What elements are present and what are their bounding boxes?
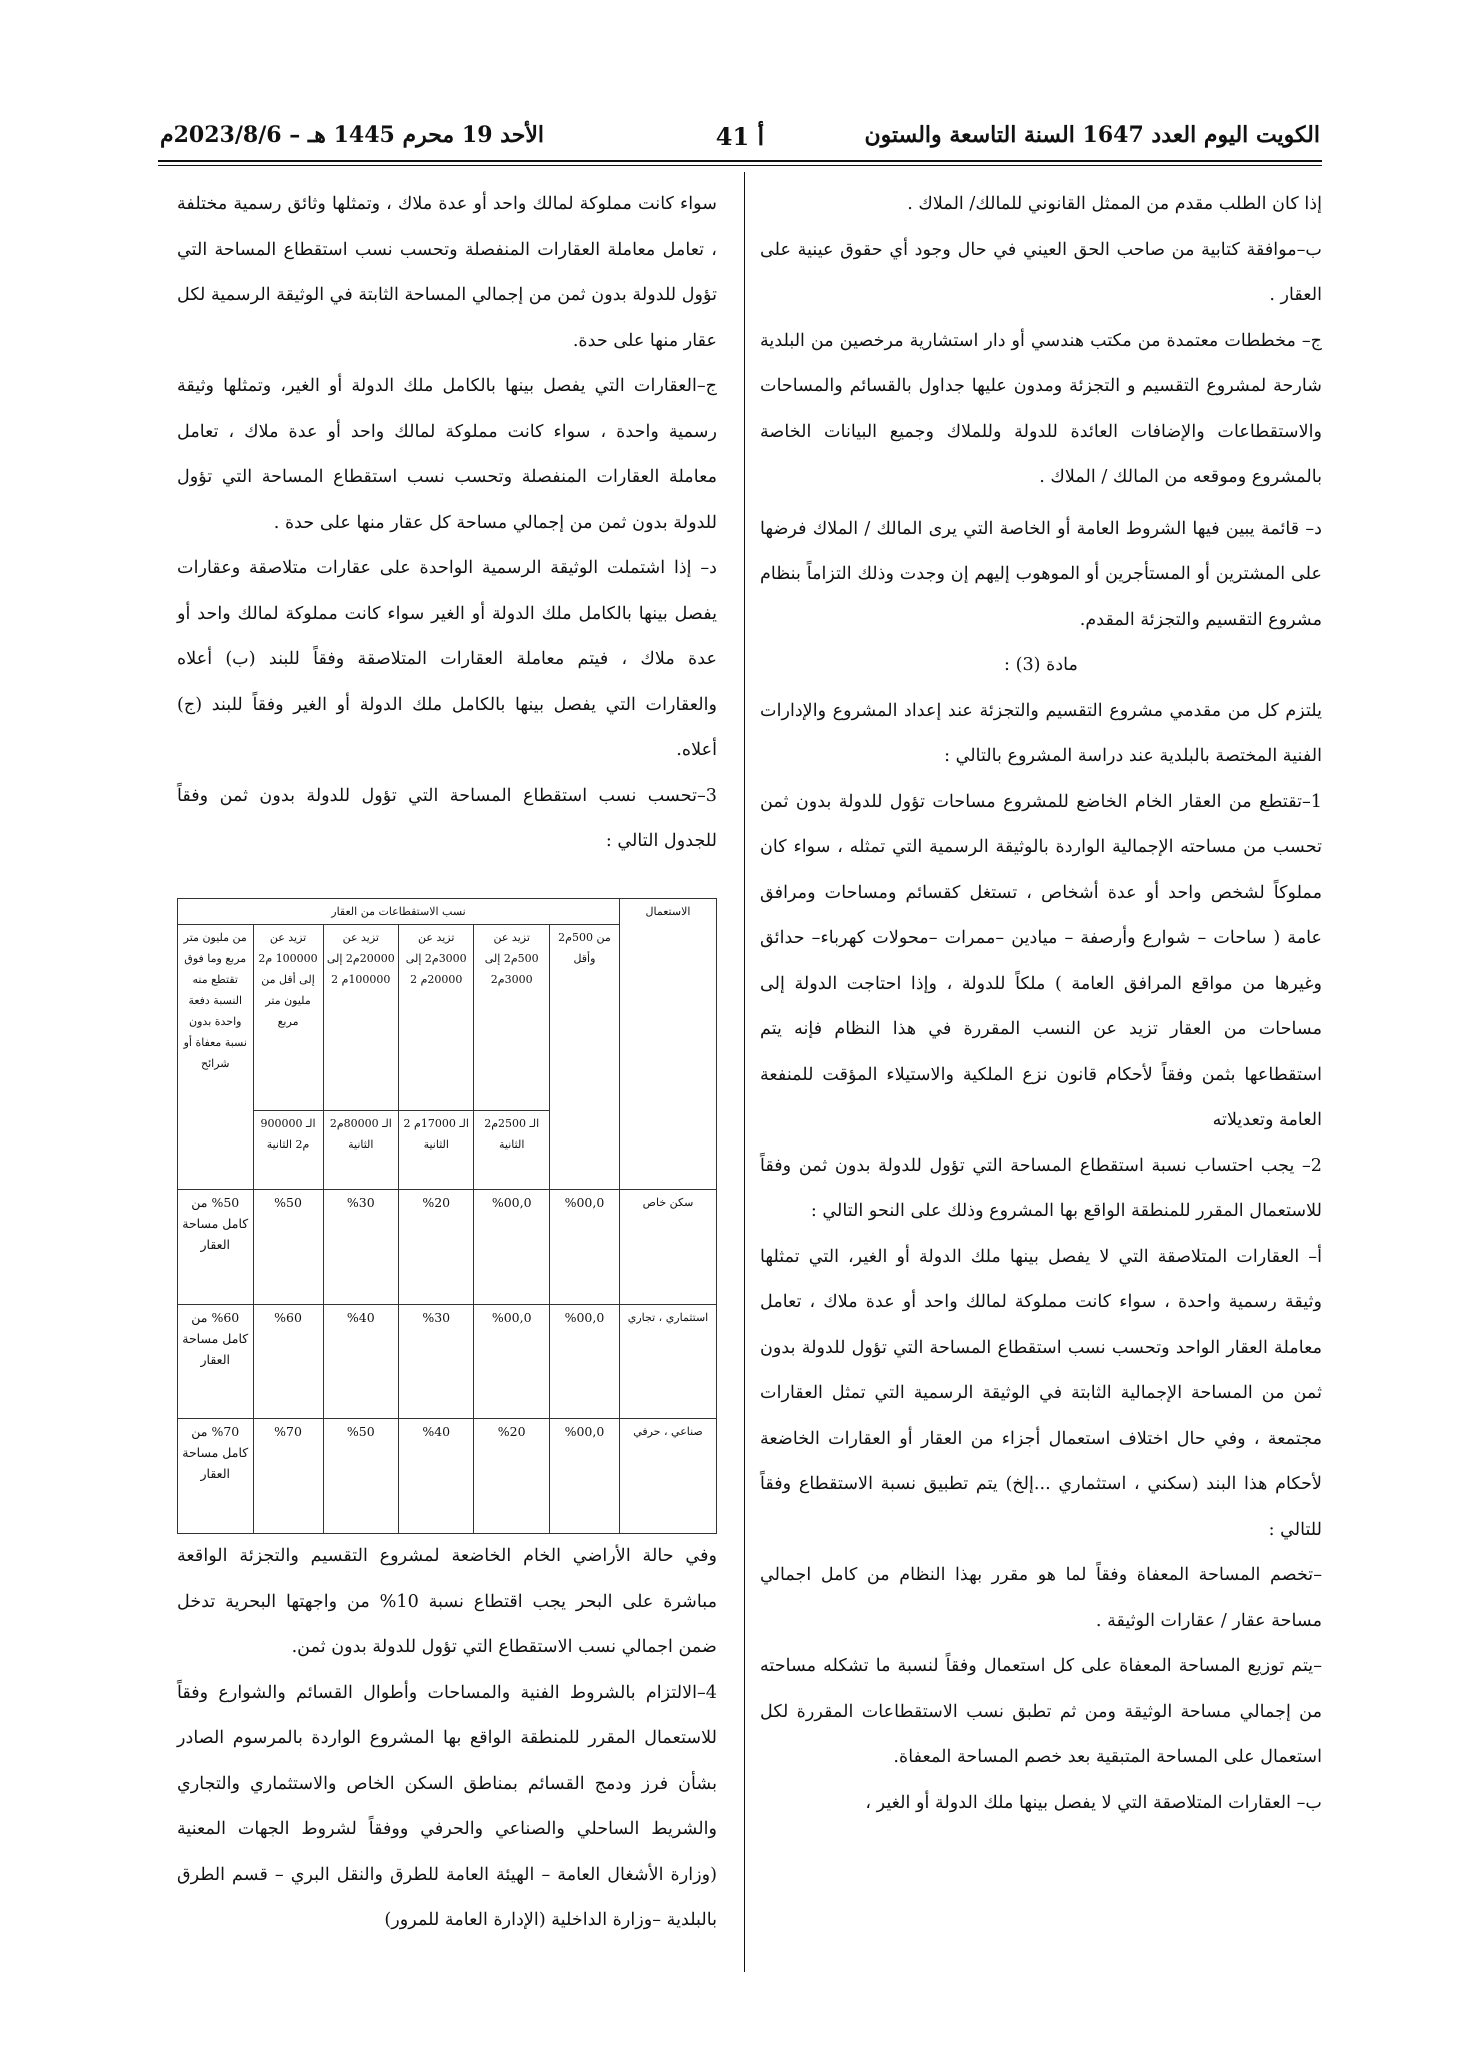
paragraph: د– إذا اشتملت الوثيقة الرسمية الواحدة على عقارات متلاصقة وعقارات يفصل بينها بالكامل ملك الدولة أو الغير سواء كانت مملوكة لمالك واحد أو عدة ملاك ، فيتم معاملة العقارات المتلاصقة وفقاً للبند (ب) أعلاه والعقارات التي يفصل بينها بالكامل ملك الدولة أو الغير وفقاً للبند (ج) أعلاه.	[177, 558, 717, 760]
gazette-header	[160, 118, 1320, 162]
band-subheader: الـ 80000م2 الثانية	[323, 1110, 398, 1189]
rate-cell: %00,0	[474, 1304, 549, 1419]
band-header: تزيد عن 500م2 إلى 3000م2	[474, 925, 549, 1111]
header-rule-thin	[158, 165, 1322, 166]
paragraph: ج– مخططات معتمدة من مكتب هندسي أو دار استشارية مرخصين من البلدية شارحة لمشروع التقسيم و التجزئة ومدون عليها جداول بالقسائم والمساحات والاستقطاعات والإضافات العائدة للدولة وللملاك وجميع البيانات الخاصة بالمشروع وموقعه من المالك / الملاك .	[760, 330, 1322, 487]
paragraph: 1–تقتطع من العقار الخام الخاضع للمشروع مساحات تؤول للدولة بدون ثمن تحسب من مساحته الإجمالية الواردة بالوثيقة الرسمية التي تمثله ، سواء كان مملوكاً لشخص واحد أو عدة أشخاص ، تستغل كقسائم ومساحات ومرافق عامة ( ساحات – شوارع وأرصفة – ميادين –ممرات –محولات كهرباء– حدائق وغيرها من مواقع المرافق العامة ) ملكاً للدولة ، وإذا احتاجت الدولة إلى مساحات من العقار تزيد عن النسب المقررة في هذا النظام فإنه يتم استقطاعها بثمن وفقاً لأحكام قانون نزع الملكية والاستيلاء المؤقت للمنفعة العامة وتعديلاته	[760, 791, 1322, 1130]
rate-cell: %20	[474, 1419, 549, 1534]
issue-date: الأحد 19 محرم 1445 هـ – 2023/8/6م	[160, 122, 544, 148]
rate-cell: %00,0	[549, 1304, 619, 1419]
paragraph: 3–تحسب نسب استقطاع المساحة التي تؤول للدولة بدون ثمن وفقاً للجدول التالي :	[177, 785, 717, 851]
use-cell: صناعي ، حرفي	[619, 1419, 716, 1534]
rate-cell: %40	[323, 1304, 398, 1419]
band-header: تزيد عن 3000م2 إلى 20000م 2	[399, 925, 474, 1111]
paragraph: وفي حالة الأراضي الخام الخاضعة لمشروع التقسيم والتجزئة الواقعة مباشرة على البحر يجب اقتطاع نسبة 10% من واجهتها البحرية تدخل ضمن اجمالي نسب الاستقطاع التي تؤول للدولة بدون ثمن.	[177, 1546, 717, 1657]
table-row	[178, 1304, 717, 1419]
use-cell: سكن خاص	[619, 1189, 716, 1304]
gazette-issue-info: الكويت اليوم العدد 1647 السنة التاسعة والستون	[864, 122, 1320, 148]
rate-cell: %50 من كامل مساحة العقار	[178, 1189, 254, 1304]
rate-cell: %60 من كامل مساحة العقار	[178, 1304, 254, 1419]
right-column	[760, 182, 1322, 1826]
table-row	[178, 1419, 717, 1534]
paragraph: ب–موافقة كتابية من صاحب الحق العيني في حال وجود أي حقوق عينية على العقار .	[760, 239, 1322, 305]
rate-cell: %70	[253, 1419, 323, 1534]
paragraph: ج–العقارات التي يفصل بينها بالكامل ملك الدولة أو الغير، وتمثلها وثيقة رسمية واحدة ، سواء كانت مملوكة لمالك واحد أو عدة ملاك ، تعامل معاملة العقارات المنفصلة وتحسب نسب استقطاع المساحة التي تؤول للدولة بدون ثمن من إجمالي مساحة كل عقار منها على حدة .	[177, 376, 717, 533]
paragraph: د– قائمة يبين فيها الشروط العامة أو الخاصة التي يرى المالك / الملاك فرضها على المشترين أو المستأجرين أو الموهوب إليهم إن وجدت وذلك التزاماً بنظام مشروع التقسيم والتجزئة المقدم.	[760, 518, 1322, 630]
use-cell: استثماري ، تجاري	[619, 1304, 716, 1419]
rate-cell: %30	[399, 1304, 474, 1419]
rate-cell: %50	[323, 1419, 398, 1534]
paragraph: –تخصم المساحة المعفاة وفقاً لما هو مقرر بهذا النظام من كامل اجمالي مساحة عقار / عقارات الوثيقة .	[760, 1565, 1322, 1631]
band-subheader: الـ 17000م 2 الثانية	[399, 1110, 474, 1189]
left-column-continued	[177, 1534, 717, 1944]
band-header: من مليون متر مربع وما فوق تقتطع منه النسبة دفعة واحدة بدون نسبة معفاة أو شرائح	[178, 925, 254, 1190]
paragraph: 2– يجب احتساب نسبة استقطاع المساحة التي تؤول للدولة بدون ثمن وفقاً للاستعمال المقرر للمنطقة الواقع بها المشروع وذلك على النحو التالي :	[760, 1155, 1322, 1221]
paragraph: أ– العقارات المتلاصقة التي لا يفصل بينها ملك الدولة أو الغير، التي تمثلها وثيقة رسمية واحدة ، سواء كانت مملوكة لمالك واحد أو عدة ملاك ، تعامل معاملة العقار الواحد وتحسب نسب استقطاع المساحة التي تؤول للدولة بدون ثمن من المساحة الإجمالية الثابتة في الوثيقة الرسمية التي تمثل العقارات مجتمعة ، وفي حال اختلاف استعمال أجزاء من العقار أو العقارات الخاضعة لأحكام هذا البند (سكني ، استثماري ...إلخ) يتم تطبيق نسبة الاستقطاع وفقاً للتالي :	[760, 1246, 1322, 1540]
band-subheader: الـ 2500م2 الثانية	[474, 1110, 549, 1189]
rate-cell: %30	[323, 1189, 398, 1304]
article-heading: مادة (3) :	[1004, 655, 1078, 675]
paragraph: 4–الالتزام بالشروط الفنية والمساحات وأطوال القسائم والشوارع وفقاً للاستعمال المقرر للمنطقة الواقع بها المشروع الواردة بالمرسوم الصادر بشأن فرز ودمج القسائم بمناطق السكن الخاص والاستثماري والتجاري والشريط الساحلي والصناعي والحرفي ووفقاً لشروط الجهات المعنية (وزارة الأشغال العامة – الهيئة العامة للطرق والنقل البري – قسم الطرق بالبلدية –وزارة الداخلية (الإدارة العامة للمرور)	[177, 1682, 717, 1930]
band-header: من 500م2 وأقل	[549, 925, 619, 1190]
header-rule	[158, 160, 1322, 162]
band-header: تزيد عن 100000 م2 إلى أقل من مليون متر مربع	[253, 925, 323, 1111]
paragraph: سواء كانت مملوكة لمالك واحد أو عدة ملاك ، وتمثلها وثائق رسمية مختلفة ، تعامل معاملة العقارات المنفصلة وتحسب نسب استقطاع المساحة التي تؤول للدولة بدون ثمن من إجمالي المساحة الثابتة في الوثيقة الرسمية لكل عقار منها على حدة.	[177, 194, 717, 351]
rate-cell: %40	[399, 1419, 474, 1534]
rate-cell: %50	[253, 1189, 323, 1304]
paragraph: يلتزم كل من مقدمي مشروع التقسيم والتجزئة عند إعداد المشروع والإدارات الفنية المختصة بالبلدية عند دراسة المشروع بالتالي :	[760, 700, 1322, 766]
rate-cell: %00,0	[474, 1189, 549, 1304]
band-header: تزيد عن 20000م2 إلى 100000م 2	[323, 925, 398, 1111]
column-divider	[744, 172, 745, 1972]
band-subheader: الـ 900000 م2 الثانية	[253, 1110, 323, 1189]
rate-cell: %00,0	[549, 1189, 619, 1304]
use-header: الاستعمال	[619, 899, 716, 1190]
paragraph: إذا كان الطلب مقدم من الممثل القانوني للمالك/ الملاك .	[907, 194, 1322, 214]
paragraph: ب– العقارات المتلاصقة التي لا يفصل بينها ملك الدولة أو الغير ،	[865, 1792, 1322, 1813]
page-number: أ 41	[715, 122, 765, 151]
rate-cell: %00,0	[549, 1419, 619, 1534]
table-title: نسب الاستقطاعات من العقار	[178, 899, 620, 925]
rate-cell: %70 من كامل مساحة العقار	[178, 1419, 254, 1534]
left-column	[177, 182, 717, 865]
paragraph: –يتم توزيع المساحة المعفاة على كل استعمال وفقاً لنسبة ما تشكله مساحته من إجمالي مساحة الوثيقة ومن ثم تطبق نسب الاستقطاعات المقررة لكل استعمال على المساحة المتبقية بعد خصم المساحة المعفاة.	[760, 1656, 1322, 1767]
deductions-table	[177, 898, 717, 1534]
table-row	[178, 1189, 717, 1304]
rate-cell: %20	[399, 1189, 474, 1304]
rate-cell: %60	[253, 1304, 323, 1419]
